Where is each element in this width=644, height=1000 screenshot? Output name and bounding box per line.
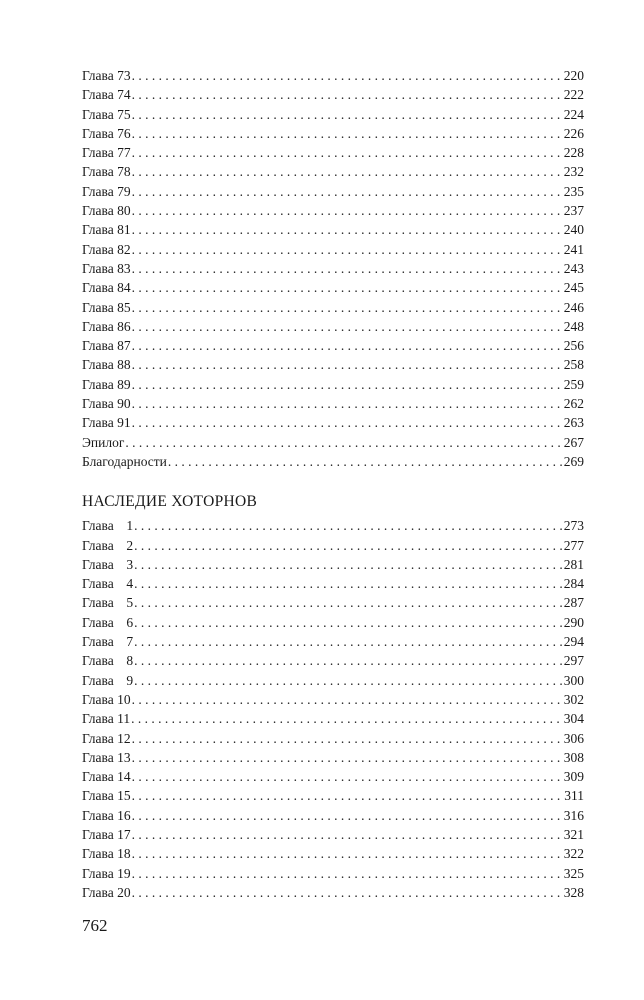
toc-entry-label	[82, 671, 133, 690]
toc-entry-label: Глава 80	[82, 203, 131, 219]
toc-entry[interactable]	[82, 536, 584, 555]
toc-entry-page: 294	[563, 634, 584, 650]
toc-entry-label	[82, 767, 131, 786]
toc-entry[interactable]	[82, 806, 584, 825]
toc-entry-number: 19	[117, 865, 131, 881]
toc-entry[interactable]	[82, 201, 584, 220]
toc-entry[interactable]	[82, 767, 584, 786]
dot-leader	[132, 66, 563, 85]
toc-entry-label: Глава 85	[82, 299, 131, 315]
dot-leader	[134, 632, 563, 651]
toc-entry-number: 15	[117, 788, 131, 804]
toc-entry-page: 240	[563, 222, 584, 238]
toc-entry[interactable]	[82, 825, 584, 844]
toc-entry-word: Глава	[82, 518, 114, 534]
toc-entry-label	[82, 825, 131, 844]
toc-entry-label: Глава 74	[82, 87, 131, 103]
toc-entry[interactable]	[82, 574, 584, 593]
dot-leader	[132, 124, 563, 143]
toc-entry-label: Глава 82	[82, 241, 131, 257]
toc-entry-number: 2	[126, 537, 134, 553]
toc-entry-number: 1	[126, 518, 134, 534]
toc-entry-page: 235	[563, 183, 584, 199]
dot-leader	[132, 786, 564, 805]
toc-entry-page: 273	[563, 518, 584, 534]
toc-entry-word: Глава	[82, 711, 114, 727]
toc-part-1	[82, 66, 584, 471]
dot-leader	[132, 729, 563, 748]
toc-entry[interactable]	[82, 671, 584, 690]
toc-entry[interactable]	[82, 240, 584, 259]
toc-entry-label: Глава 81	[82, 222, 131, 238]
toc-entry-word: Глава	[82, 865, 114, 881]
toc-entry-word: Глава	[82, 846, 114, 862]
toc-entry-label: Глава 77	[82, 145, 131, 161]
toc-entry-label	[82, 786, 131, 805]
toc-entry-page: 311	[564, 788, 584, 804]
toc-entry-page: 308	[563, 749, 584, 765]
toc-entry-page: 226	[563, 125, 584, 141]
toc-entry-page: 232	[563, 164, 584, 180]
toc-entry-page: 325	[563, 865, 584, 881]
dot-leader	[132, 259, 563, 278]
toc-entry-word: Глава	[82, 691, 114, 707]
toc-entry[interactable]	[82, 278, 584, 297]
toc-entry[interactable]	[82, 394, 584, 413]
toc-entry[interactable]	[82, 433, 584, 452]
dot-leader	[132, 182, 563, 201]
toc-entry-label	[82, 709, 130, 728]
toc-entry-label	[82, 536, 133, 555]
toc-entry-word: Глава	[82, 556, 114, 572]
dot-leader	[132, 394, 563, 413]
toc-entry[interactable]	[82, 632, 584, 651]
toc-entry-page: 322	[563, 846, 584, 862]
dot-leader	[131, 709, 563, 728]
toc-entry-page: 321	[563, 826, 584, 842]
toc-entry-number: 9	[126, 672, 134, 688]
toc-entry-page: 256	[563, 338, 584, 354]
toc-entry-label	[82, 574, 133, 593]
toc-entry-page: 259	[563, 376, 584, 392]
toc-entry[interactable]	[82, 883, 584, 902]
toc-entry-page: 309	[563, 769, 584, 785]
dot-leader	[132, 105, 563, 124]
toc-entry[interactable]	[82, 105, 584, 124]
toc-entry[interactable]	[82, 452, 584, 471]
toc-entry-label: Глава 73	[82, 68, 131, 83]
toc-entry-word: Глава	[82, 653, 114, 669]
toc-entry[interactable]	[82, 413, 584, 432]
toc-entry[interactable]	[82, 651, 584, 670]
toc-entry[interactable]	[82, 593, 584, 612]
toc-entry-page: 228	[563, 145, 584, 161]
toc-entry-label: Глава 90	[82, 396, 131, 412]
dot-leader	[134, 536, 563, 555]
dot-leader	[134, 516, 563, 535]
toc-entry-label: Глава 83	[82, 260, 131, 276]
dot-leader	[132, 864, 563, 883]
dot-leader	[132, 220, 563, 239]
toc-entry-label	[82, 651, 133, 670]
toc-entry-page: 300	[563, 672, 584, 688]
toc-entry-label: Эпилог	[82, 434, 125, 450]
toc-entry-page: 306	[563, 730, 584, 746]
toc-entry-page: 220	[563, 68, 584, 83]
toc-entry-label: Глава 86	[82, 318, 131, 334]
dot-leader	[125, 433, 562, 452]
toc-entry[interactable]	[82, 162, 584, 181]
toc-entry[interactable]	[82, 555, 584, 574]
toc-entry-word: Глава	[82, 769, 114, 785]
toc-entry[interactable]	[82, 690, 584, 709]
toc-entry-label: Глава 76	[82, 125, 131, 141]
toc-entry[interactable]	[82, 375, 584, 394]
toc-entry-page: 237	[563, 203, 584, 219]
dot-leader	[132, 240, 563, 259]
toc-entry-page: 248	[563, 318, 584, 334]
toc-entry-number: 5	[126, 595, 134, 611]
table-of-contents	[82, 66, 584, 902]
toc-entry-word: Глава	[82, 730, 114, 746]
toc-entry-label: Благодарности	[82, 453, 167, 469]
toc-entry-number: 7	[126, 634, 134, 650]
toc-entry-number: 3	[126, 556, 134, 572]
dot-leader	[132, 317, 563, 336]
dot-leader	[132, 690, 563, 709]
toc-entry-word: Глава	[82, 614, 114, 630]
toc-entry[interactable]	[82, 124, 584, 143]
dot-leader	[132, 748, 563, 767]
toc-entry-word: Глава	[82, 634, 114, 650]
toc-entry-page: 304	[563, 711, 584, 727]
toc-entry-page: 224	[563, 106, 584, 122]
toc-entry-number: 10	[117, 691, 131, 707]
toc-entry-label: Глава 88	[82, 357, 131, 373]
toc-entry-label: Глава 91	[82, 415, 131, 431]
toc-entry-word: Глава	[82, 537, 114, 553]
toc-entry-page: 269	[563, 453, 584, 469]
toc-entry-page: 281	[563, 556, 584, 572]
toc-entry-word: Глава	[82, 807, 114, 823]
toc-entry-page: 262	[563, 396, 584, 412]
toc-entry-number: 6	[126, 614, 134, 630]
toc-entry-number: 17	[117, 826, 131, 842]
toc-entry[interactable]	[82, 864, 584, 883]
toc-entry-label: Глава 79	[82, 183, 131, 199]
toc-entry-word: Глава	[82, 749, 114, 765]
toc-entry-word: Глава	[82, 576, 114, 592]
dot-leader	[132, 162, 563, 181]
dot-leader	[132, 336, 563, 355]
toc-entry-page: 302	[563, 691, 584, 707]
toc-entry-page: 245	[563, 280, 584, 296]
toc-entry-page: 287	[563, 595, 584, 611]
toc-entry[interactable]	[82, 259, 584, 278]
toc-entry[interactable]	[82, 298, 584, 317]
toc-entry-page: 297	[563, 653, 584, 669]
dot-leader	[134, 593, 563, 612]
toc-entry-label	[82, 516, 133, 535]
dot-leader	[132, 767, 563, 786]
toc-entry-page: 267	[563, 434, 584, 450]
dot-leader	[132, 298, 563, 317]
toc-entry-page: 222	[563, 87, 584, 103]
toc-entry[interactable]	[82, 317, 584, 336]
dot-leader	[134, 555, 563, 574]
toc-entry-number: 14	[117, 769, 131, 785]
toc-entry-label: Глава 84	[82, 280, 131, 296]
toc-entry[interactable]	[82, 355, 584, 374]
toc-entry[interactable]	[82, 85, 584, 104]
toc-entry-number: 13	[117, 749, 131, 765]
toc-entry[interactable]	[82, 748, 584, 767]
toc-entry[interactable]	[82, 709, 584, 728]
toc-entry-label: Глава 78	[82, 164, 131, 180]
toc-entry-page: 290	[563, 614, 584, 630]
toc-entry-page: 328	[563, 884, 584, 900]
toc-entry-word: Глава	[82, 884, 114, 900]
toc-entry-label	[82, 690, 131, 709]
dot-leader	[134, 613, 563, 632]
dot-leader	[134, 574, 563, 593]
toc-entry-page: 263	[563, 415, 584, 431]
toc-entry-word: Глава	[82, 595, 114, 611]
toc-entry-label	[82, 729, 131, 748]
toc-entry-number: 12	[117, 730, 131, 746]
toc-entry-label: Глава 75	[82, 106, 131, 122]
toc-entry-word: Глава	[82, 826, 114, 842]
toc-entry-label	[82, 844, 131, 863]
toc-entry-label	[82, 748, 131, 767]
toc-entry[interactable]	[82, 844, 584, 863]
toc-entry-word: Глава	[82, 672, 114, 688]
dot-leader	[132, 143, 563, 162]
dot-leader	[132, 883, 563, 902]
toc-entry-label	[82, 555, 133, 574]
toc-entry-number: 4	[126, 576, 134, 592]
toc-entry-label	[82, 883, 131, 902]
toc-entry-page: 241	[563, 241, 584, 257]
toc-entry-page: 243	[563, 260, 584, 276]
toc-entry-page: 277	[563, 537, 584, 553]
dot-leader	[132, 355, 563, 374]
toc-entry-page: 258	[563, 357, 584, 373]
toc-entry-page: 284	[563, 576, 584, 592]
dot-leader	[132, 375, 563, 394]
dot-leader	[134, 651, 563, 670]
toc-entry[interactable]	[82, 786, 584, 805]
toc-entry-word: Глава	[82, 788, 114, 804]
toc-entry-label	[82, 613, 133, 632]
toc-entry[interactable]	[82, 182, 584, 201]
toc-entry[interactable]	[82, 220, 584, 239]
toc-entry-number: 20	[117, 884, 131, 900]
toc-entry[interactable]	[82, 729, 584, 748]
toc-entry[interactable]	[82, 516, 584, 535]
toc-entry[interactable]	[82, 613, 584, 632]
dot-leader	[134, 671, 563, 690]
section-title: НАСЛЕДИЕ ХОТОРНОВ	[82, 493, 258, 511]
dot-leader	[132, 85, 563, 104]
toc-entry-label	[82, 632, 133, 651]
dot-leader	[168, 452, 563, 471]
dot-leader	[132, 806, 563, 825]
page-number: 762	[82, 916, 108, 935]
toc-entry[interactable]	[82, 336, 584, 355]
dot-leader	[132, 201, 563, 220]
dot-leader	[132, 278, 563, 297]
toc-entry-page: 246	[563, 299, 584, 315]
toc-entry-number: 16	[117, 807, 131, 823]
toc-entry-label	[82, 593, 133, 612]
dot-leader	[132, 825, 563, 844]
dot-leader	[132, 844, 563, 863]
toc-part-2	[82, 516, 584, 902]
toc-entry-page: 316	[563, 807, 584, 823]
toc-entry-number: 8	[126, 653, 134, 669]
toc-entry[interactable]	[82, 66, 584, 85]
dot-leader	[132, 413, 563, 432]
toc-entry-label: Глава 89	[82, 376, 131, 392]
toc-entry-label	[82, 864, 131, 883]
toc-entry-label	[82, 806, 131, 825]
toc-entry-number: 18	[117, 846, 131, 862]
toc-entry-label: Глава 87	[82, 338, 131, 354]
toc-entry-number: 11	[117, 711, 131, 727]
toc-entry[interactable]	[82, 143, 584, 162]
